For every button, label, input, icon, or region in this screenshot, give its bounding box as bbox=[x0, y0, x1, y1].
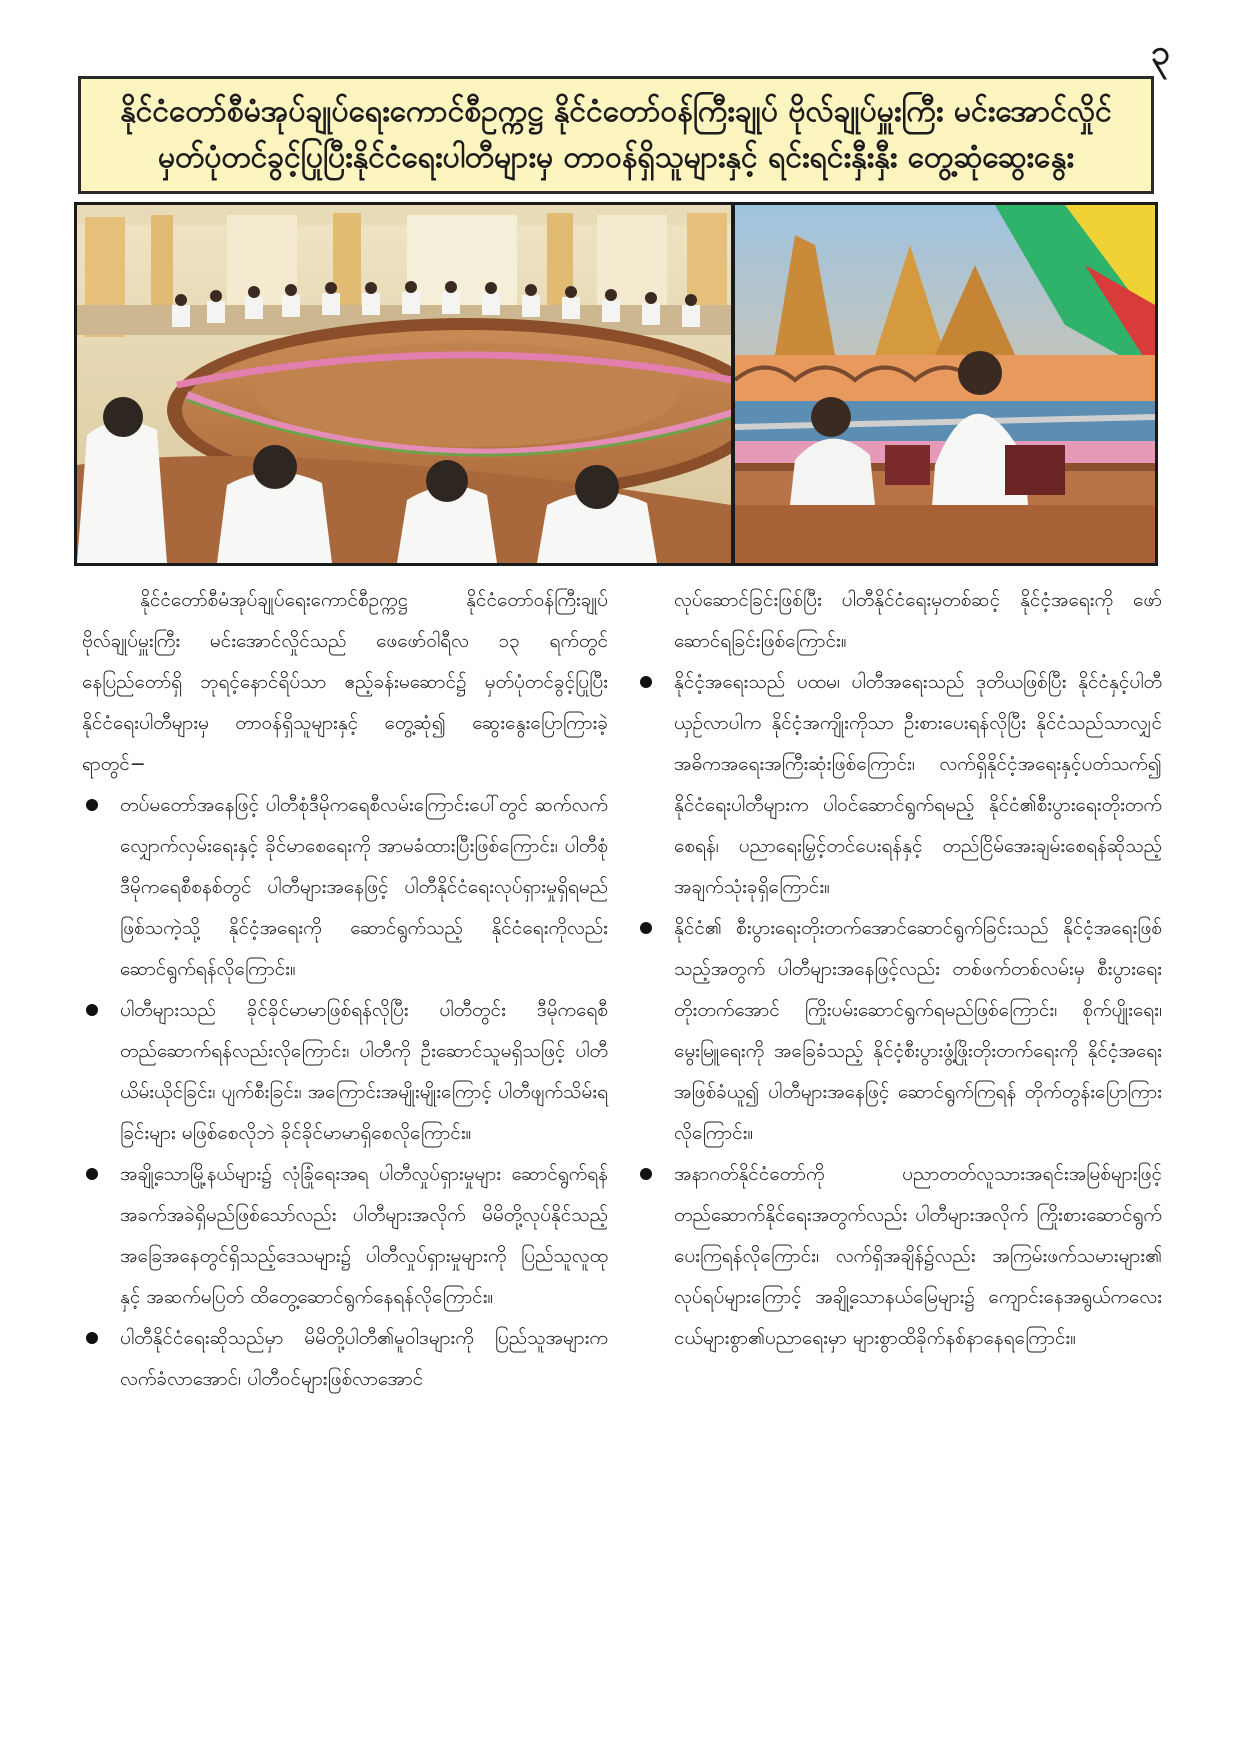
intro-paragraph: နိုင်ငံတော်စီမံအုပ်ချုပ်ရေးကောင်စီဥက္ကဋ္ဌ နိုင်ငံတော်ဝန်ကြီးချုပ် ဗိုလ်ချုပ်မှူးကြီး မင်းအောင်လှိုင်သည် ဖေဖော်ဝါရီလ ၁၃ ရက်တွင် နေပြည်တော်ရှိ ဘုရင့်နောင်ရိပ်သာ ဧည့်ခန်းမဆောင်၌ မှတ်ပုံတင်ခွင့်ပြုပြီး နိုင်ငံရေးပါတီများမှ တာဝန်ရှိသူများနှင့် တွေ့ဆုံ၍ ဆွေးနွေးပြောကြားခဲ့ရာတွင်− bbox=[82, 589, 608, 775]
bullet-item: ပါတီများသည် ခိုင်ခိုင်မာမာဖြစ်ရန်လိုပြီး ပါတီတွင်း ဒီမိုကရေစီတည်ဆောက်ရန်လည်းလိုကြောင်း၊ ပါတီကို ဦးဆောင်သူမရှိသဖြင့် ပါတီယိမ်းယိုင်ခြင်း၊ ပျက်စီးခြင်း၊ အကြောင်းအမျိုးမျိုးကြောင့် ပါတီဖျက်သိမ်းရခြင်းများ မဖြစ်စေလိုဘဲ ခိုင်ခိုင်မာမာရှိစေလိုကြောင်း။ bbox=[82, 990, 608, 1154]
left-column bbox=[82, 580, 608, 1400]
bullet-item: နိုင်ငံ၏ စီးပွားရေးတိုးတက်အောင်ဆောင်ရွက်ခြင်းသည် နိုင်ငံ့အရေးဖြစ်သည့်အတွက် ပါတီများအနေဖြင့်လည်း တစ်ဖက်တစ်လမ်းမှ စီးပွားရေးတိုးတက်အောင် ကြိုးပမ်းဆောင်ရွက်ရမည်ဖြစ်ကြောင်း၊ စိုက်ပျိုးရေး၊ မွေးမြူရေးကို အခြေခံသည့် နိုင်ငံ့စီးပွားဖွံ့ဖြိုးတိုးတက်ရေးကို နိုင်ငံ့အရေးအဖြစ်ခံယူ၍ ပါတီများအနေဖြင့် ဆောင်ရွက်ကြရန် တိုက်တွန်းပြောကြားလိုကြောင်း။ bbox=[636, 908, 1162, 1154]
meeting-hall-photo bbox=[77, 205, 731, 563]
bullet-item: ပါတီနိုင်ငံရေးဆိုသည်မှာ မိမိတို့ပါတီ၏မူဝါဒများကို ပြည်သူအများက လက်ခံလာအောင်၊ ပါတီဝင်များဖြစ်လာအောင် bbox=[82, 1318, 608, 1400]
headline-line-2: မှတ်ပုံတင်ခွင့်ပြုပြီးနိုင်ငံရေးပါတီများမှ တာဝန်ရှိသူများနှင့် ရင်းရင်းနှီးနှီး တွေ့ဆုံဆွေးနွေး bbox=[157, 140, 1074, 175]
bullet-item: အချို့သောမြို့နယ်များ၌ လုံခြုံရေးအရ ပါတီလှုပ်ရှားမှုများ ဆောင်ရွက်ရန် အခက်အခဲရှိမည်ဖြစ်သော်လည်း ပါတီများအလိုက် မိမိတို့လုပ်နိုင်သည့်အခြေအနေတွင်ရှိသည့်ဒေသများ၌ ပါတီလှုပ်ရှားမှုများကို ပြည်သူလူထုနှင့် အဆက်မပြတ် ထိတွေ့ဆောင်ရွက်နေရန်လိုကြောင်း။ bbox=[82, 1154, 608, 1318]
bullet-item: နိုင်ငံ့အရေးသည် ပထမ၊ ပါတီအရေးသည် ဒုတိယဖြစ်ပြီး နိုင်ငံနှင့်ပါတီယှဉ်လာပါက နိုင်ငံ့အကျိုးကိုသာ ဦးစားပေးရန်လိုပြီး နိုင်ငံသည်သာလျှင် အဓိကအရေးအကြီးဆုံးဖြစ်ကြောင်း၊ လက်ရှိနိုင်ငံ့အရေးနှင့်ပတ်သက်၍ နိုင်ငံရေးပါတီများက ပါဝင်ဆောင်ရွက်ရမည့် နိုင်ငံ၏စီးပွားရေးတိုးတက်စေရန်၊ ပညာရေးမြှင့်တင်ပေးရန်နှင့် တည်ငြိမ်အေးချမ်းစေရန်ဆိုသည့် အချက်သုံးခုရှိကြောင်း။ bbox=[636, 662, 1162, 908]
bullet-item: အနာဂတ်နိုင်ငံတော်ကို ပညာတတ်လူသားအရင်းအမြစ်များဖြင့် တည်ဆောက်နိုင်ရေးအတွက်လည်း ပါတီများအလိုက် ကြိုးစားဆောင်ရွက်ပေးကြရန်လိုကြောင်း၊ လက်ရှိအချိန်၌လည်း အကြမ်းဖက်သမားများ၏ လုပ်ရပ်များကြောင့် အချို့သောနယ်မြေများ၌ ကျောင်းနေအရွယ်ကလေးငယ်များစွာ၏ပညာရေးမှာ များစွာထိခိုက်နစ်နာနေရကြောင်း။ bbox=[636, 1154, 1162, 1359]
chairman-speaking-photo bbox=[735, 205, 1155, 563]
headline-line-1: နိုင်ငံတော်စီမံအုပ်ချုပ်ရေးကောင်စီဥက္ကဋ္ဌ နိုင်ငံတော်ဝန်ကြီးချုပ် ဗိုလ်ချုပ်မှူးကြီး မင်းအောင်လှိုင် bbox=[120, 94, 1112, 129]
continuation-paragraph: လုပ်ဆောင်ခြင်းဖြစ်ပြီး ပါတီနိုင်ငံရေးမှတစ်ဆင့် နိုင်ငံ့အရေးကို ဖော်ဆောင်ရခြင်းဖြစ်ကြောင်း။ bbox=[674, 589, 1162, 652]
page-number: ၃ bbox=[1150, 33, 1170, 73]
photo-strip bbox=[74, 202, 1158, 566]
bullet-item: တပ်မတော်အနေဖြင့် ပါတီစုံဒီမိုကရေစီလမ်းကြောင်းပေါ်တွင် ဆက်လက်လျှောက်လှမ်းရေးနှင့် ခိုင်မာစေရေးကို အာမခံထားပြီးဖြစ်ကြောင်း၊ ပါတီစုံဒီမိုကရေစီစနစ်တွင် ပါတီများအနေဖြင့် ပါတီနိုင်ငံရေးလုပ်ရှားမှုရှိရမည်ဖြစ်သကဲ့သို့ နိုင်ငံ့အရေးကို ဆောင်ရွက်သည့် နိုင်ငံရေးကိုလည်းဆောင်ရွက်ရန်လိုကြောင်း။ bbox=[82, 785, 608, 990]
headline-box bbox=[78, 76, 1154, 194]
right-column bbox=[636, 580, 1162, 1359]
